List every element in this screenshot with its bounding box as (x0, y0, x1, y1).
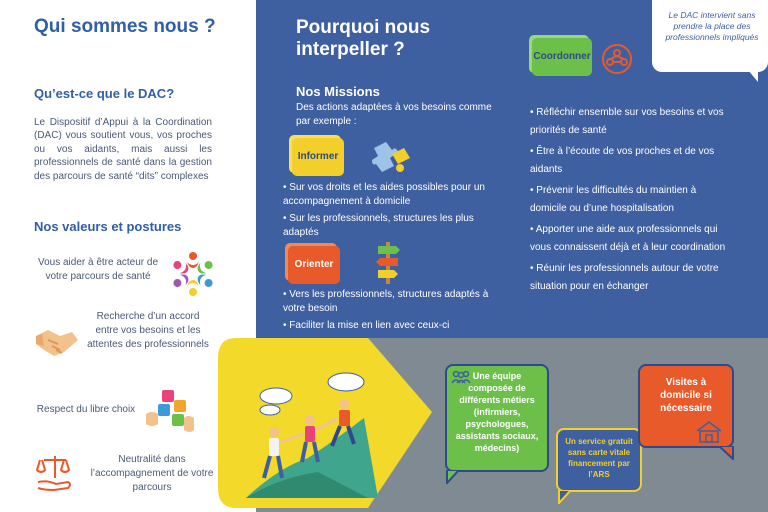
callout-text: Le DAC intervient sans prendre la place des professionnels impliqués (665, 10, 759, 42)
coordonner-bullet: • Réfléchir ensemble sur vos besoins et vos priorités de santé (530, 107, 724, 136)
team-bubble-tail (446, 470, 460, 484)
informer-tag: Informer (292, 138, 344, 176)
orienter-bullet: • Vers les professionnels, structures adaptés à votre besoin (283, 289, 489, 314)
value-item-1: Vous aider à être acteur de votre parcours de santé (37, 257, 159, 282)
section-title-line-2: interpeller ? (296, 39, 405, 60)
dac-heading: Qu’est-ce que le DAC? (34, 86, 175, 101)
team-icon (451, 370, 471, 384)
section-title-line-1: Pourquoi nous (296, 17, 431, 38)
coordonner-tag: Coordonner (532, 38, 592, 76)
missions-intro: Des actions adaptées à vos besoins comme par exemple : (296, 102, 492, 127)
coordonner-bullet: • Être à l’écoute de vos proches et de vos aidants (530, 146, 715, 175)
free-service-bubble: Un service gratuit sans carte vitale financement par l’ARS (556, 428, 642, 492)
coordonner-bullet: • Réunir les professionnels autour de votre situation pour en échanger (530, 263, 719, 292)
signpost-icon (374, 240, 402, 286)
callout-tail (748, 70, 758, 82)
orienter-tag: Orienter (288, 246, 340, 284)
values-heading: Nos valeurs et postures (34, 219, 182, 234)
value-item-3: Respect du libre choix (36, 404, 136, 415)
home-visits-bubble-tail (718, 446, 734, 460)
coordonner-bullet: • Prévenir les difficultés du maintien à domicile ou d’une hospitalisation (530, 185, 697, 214)
people-circle-icon (168, 249, 218, 299)
handshake-icon (34, 322, 80, 362)
informer-bullet: • Sur vos droits et les aides possibles pour un accompagnement à domicile (283, 182, 485, 207)
team-bubble: Une équipe composée de différents métiers (infirmiers, psychologues, assistants sociaux, médecins) (445, 364, 549, 472)
missions-heading: Nos Missions (296, 84, 380, 99)
orienter-bullet: • Faciliter la mise en lien avec ceux-ci (283, 320, 450, 331)
informer-bullet: • Sur les professionnels, structures les plus adaptés (283, 213, 474, 238)
value-item-4: Neutralité dans l’accompagnement de votre parcours (90, 454, 214, 493)
network-icon (600, 42, 634, 76)
orienter-bullets (283, 288, 505, 336)
coordonner-bullet: • Apporter une aide aux professionnels qui vous connaissent déjà et à leur coordination (530, 224, 726, 253)
value-item-2: Recherche d’un accord entre vos besoins et les attentes des professionnels (87, 311, 209, 350)
coordonner-bullets (530, 104, 730, 299)
free-service-bubble-tail (558, 490, 572, 504)
climbing-team-illustration (218, 338, 432, 508)
dac-description: Le Dispositif d’Appui à la Coordination (DAC) vous soutient vous, vos proches ou vos aidants, mais aussi les professionnels de santé dans la gestion des parcours de santé “dits” complexes (34, 117, 212, 182)
puzzle-hands-icon (144, 384, 196, 436)
home-visits-text: Visites à domicile si nécessaire (660, 377, 712, 414)
scales-hand-icon (34, 452, 76, 494)
informer-bullets (283, 181, 501, 243)
page-title: Qui sommes nous ? (34, 16, 216, 37)
home-icon (694, 420, 724, 444)
puzzle-icon (370, 138, 412, 176)
section-title (296, 17, 430, 61)
